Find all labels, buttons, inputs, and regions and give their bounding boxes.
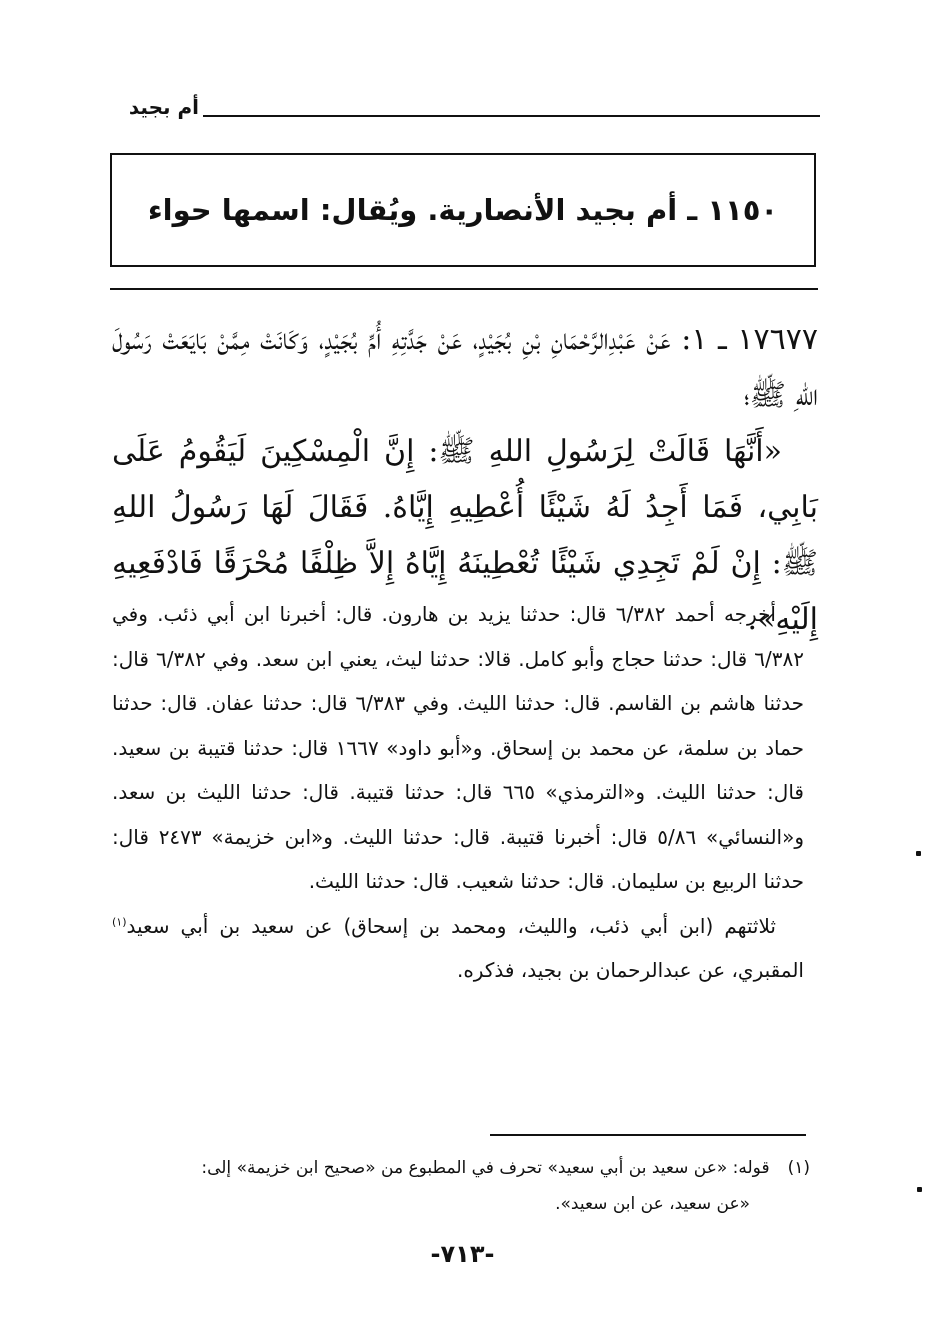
- footnote-number: (١): [787, 1158, 810, 1178]
- footnote-line-1: [125, 1150, 810, 1186]
- page-number: -٧١٣-: [430, 1240, 495, 1268]
- footnote-rule: [490, 1134, 806, 1136]
- header-rule: [203, 115, 820, 117]
- hadith-matn: «أَنَّهَا قَالَتْ لِرَسُولِ اللهِ ﷺ: إِنَّ الْمِسْكِينَ لَيَقُومُ عَلَى بَابِي، فَمَا أَجِدُ لَهُ شَيْئًا أُعْطِيهِ إِيَّاهُ. فَقَالَ لَهَا رَسُولُ اللهِ ﷺ: إِنْ لَمْ تَجِدِي شَيْئًا تُعْطِينَهُ إِيَّاهُ إِلاَّ ظِلْفًا مُحْرَقًا فَادْفَعِيهِ إِلَيْهِ».: [112, 434, 818, 637]
- title-divider-rule: [110, 288, 818, 290]
- takhrij-paragraph-2: [112, 904, 804, 993]
- takhrij-section: [112, 592, 804, 993]
- footnote-text-1: قوله: «عن سعيد بن أبي سعيد» تحرف في المطبوع من «صحيح ابن خزيمة» إلى:: [201, 1158, 770, 1178]
- takhrij-paragraph-2-end: المقبري، عن عبدالرحمان بن بجيد، فذكره.: [456, 958, 804, 982]
- chapter-title: ١١٥٠ ـ أم بجيد الأنصارية. ويُقال: اسمها حواء: [147, 193, 779, 227]
- hadith-isnad: ١٧٦٧٧ ـ ١: عَنْ عَبْدِالرَّحْمَانِ بْنِ بُجَيْدٍ، عَنْ جَدَّتِهِ أُمِّ بُجَيْدٍ، وَكَانَتْ مِمَّنْ بَايَعَتْ رَسُولَ اللهِ ﷺ؛: [112, 322, 818, 413]
- takhrij-paragraph-1: أخرجه أحمد ٦/٣٨٢ قال: حدثنا يزيد بن هارون. قال: أخبرنا ابن أبي ذئب. وفي ٦/٣٨٢ قال: حدثنا حجاج وأبو كامل. قالا: حدثنا ليث، يعني ابن سعد. وفي ٦/٣٨٢ قال: حدثنا هاشم بن القاسم. قال: حدثنا الليث. وفي ٦/٣٨٣ قال: حدثنا عفان. قال: حدثنا حماد بن سلمة، عن محمد بن إسحاق. و«أبو داود» ١٦٦٧ قال: حدثنا قتيبة بن سعيد. قال: حدثنا الليث. و«الترمذي» ٦٦٥ قال: حدثنا قتيبة. قال: حدثنا الليث بن سعد. و«النسائي» ٥/٨٦ قال: أخبرنا قتيبة. قال: حدثنا الليث. و«ابن خزيمة» ٢٤٧٣ قال: حدثنا الربيع بن سليمان. قال: حدثنا شعيب. قال: حدثنا الليث.: [112, 602, 805, 893]
- chapter-title-box: [110, 153, 816, 267]
- running-header-title: أم بجيد: [128, 95, 199, 119]
- footnote-reference: (١): [112, 914, 127, 928]
- takhrij-paragraph-2-start: ثلاثتهم (ابن أبي ذئب، والليث، ومحمد بن إسحاق) عن سعيد بن أبي سعيد: [126, 913, 776, 938]
- margin-mark: [917, 1187, 922, 1192]
- footnote-line-2: «عن سعيد، عن ابن سعيد».: [555, 1194, 750, 1214]
- margin-mark: [916, 851, 921, 856]
- footnote: [125, 1150, 810, 1222]
